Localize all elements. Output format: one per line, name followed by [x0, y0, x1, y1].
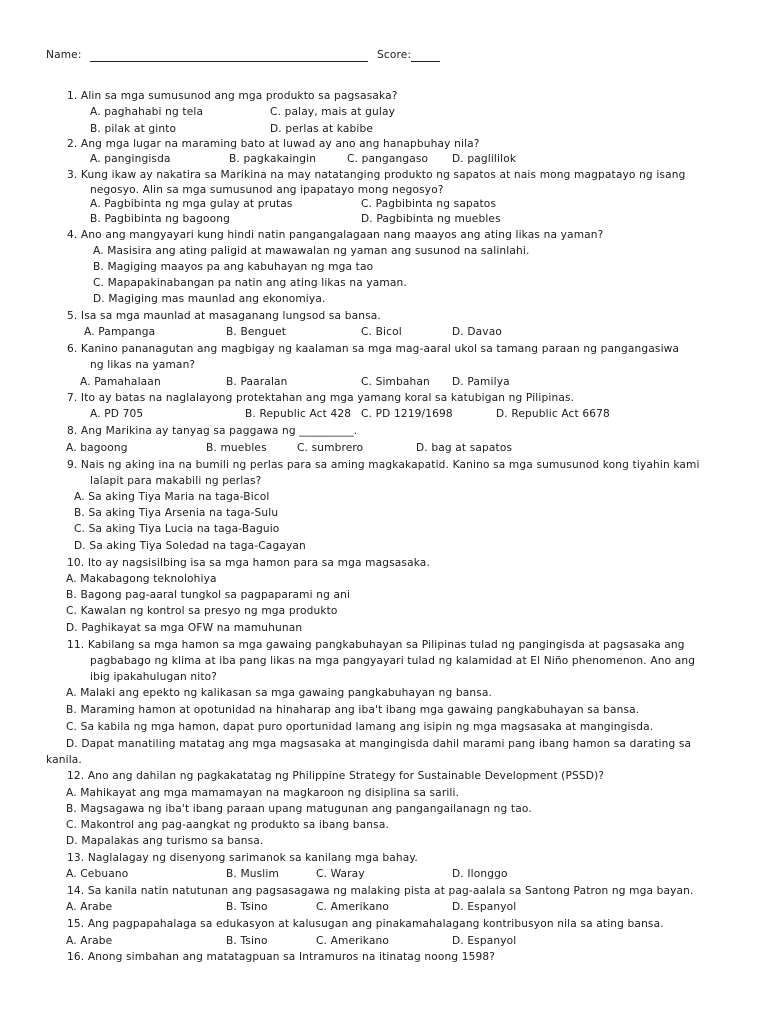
- question-5-choice-d: D. Davao: [452, 326, 502, 338]
- question-12-choice-c: C. Makontrol ang pag-aangkat ng produkto sa ibang bansa.: [66, 819, 389, 831]
- question-10-choice-a: A. Makabagong teknolohiya: [66, 573, 217, 585]
- question-12-choice-a: A. Mahikayat ang mga mamamayan na magkaroon ng disiplina sa sarili.: [66, 787, 460, 799]
- question-2-choice-a: A. pangingisda: [90, 153, 171, 165]
- question-8-choice-b: B. muebles: [206, 442, 267, 454]
- question-1-choice-a: A. paghahabi ng tela: [90, 106, 204, 118]
- score-label: Score:: [377, 49, 412, 61]
- question-12-choice-b: B. Magsagawa ng iba't ibang paraan upang matugunan ang pangangailanagn ng tao.: [66, 803, 532, 815]
- question-5-choice-b: B. Benguet: [226, 326, 287, 338]
- question-11-choice-c: C. Sa kabila ng mga hamon, dapat puro oportunidad lamang ang isipin ng mga magsasaka at mangingisda.: [66, 721, 654, 733]
- question-13-choice-a: A. Cebuano: [66, 868, 129, 880]
- question-12-choice-d: D. Mapalakas ang turismo sa bansa.: [66, 835, 264, 847]
- question-3-choice-a: A. Pagbibinta ng mga gulay at prutas: [90, 198, 293, 210]
- question-2-choice-d: D. paglililok: [452, 153, 517, 165]
- question-1-choice-c: C. palay, mais at gulay: [270, 106, 396, 118]
- question-13-choice-d: D. Ilonggo: [452, 868, 508, 880]
- question-1-stem: 1. Alin sa mga sumusunod ang mga produkto sa pagsasaka?: [67, 90, 398, 102]
- question-9-choice-b: B. Sa aking Tiya Arsenia na taga-Sulu: [74, 507, 279, 519]
- question-8-choice-a: A. bagoong: [66, 442, 128, 454]
- question-8-stem: 8. Ang Marikina ay tanyag sa paggawa ng __________.: [67, 425, 358, 437]
- question-13-stem: 13. Naglalagay ng disenyong sarimanok sa kanilang mga bahay.: [67, 852, 418, 864]
- question-7-choice-d: D. Republic Act 6678: [496, 408, 610, 420]
- question-9-stem-line1: 9. Nais ng aking ina na bumili ng perlas para sa aming magkakapatid. Kanino sa mga sumusunod kong tiyahin kami: [67, 459, 700, 471]
- question-11-stem-line1: 11. Kabilang sa mga hamon sa mga gawaing pangkabuhayan sa Pilipinas tulad ng pangingisda at pagsasaka ang: [67, 639, 685, 651]
- question-2-choice-b: B. pagkakaingin: [229, 153, 317, 165]
- question-6-choice-a: A. Pamahalaan: [80, 376, 161, 388]
- question-14-choice-d: D. Espanyol: [452, 901, 517, 913]
- question-11-choice-a: A. Malaki ang epekto ng kalikasan sa mga gawaing pangkabuhayan ng bansa.: [66, 687, 493, 699]
- question-10-choice-d: D. Paghikayat sa mga OFW na mamuhunan: [66, 622, 303, 634]
- question-5-choice-a: A. Pampanga: [84, 326, 156, 338]
- question-15-choice-c: C. Amerikano: [316, 935, 389, 947]
- question-6-stem-line2: ng likas na yaman?: [90, 359, 196, 371]
- question-9-choice-a: A. Sa aking Tiya Maria na taga-Bicol: [74, 491, 270, 503]
- question-5-choice-c: C. Bicol: [361, 326, 402, 338]
- question-4-choice-a: A. Masisira ang ating paligid at mawawalan ng yaman ang susunod na salinlahi.: [93, 245, 530, 257]
- question-6-choice-c: C. Simbahan: [361, 376, 430, 388]
- question-15-choice-d: D. Espanyol: [452, 935, 517, 947]
- question-11-stem-line2: pagbabago ng klima at iba pang likas na mga pangyayari tulad ng kalamidad at El Niño phenomenon. Ano ang: [90, 655, 696, 667]
- question-15-stem: 15. Ang pagpapahalaga sa edukasyon at kalusugan ang pinakamahalagang kontribusyon nila sa ating bansa.: [67, 918, 664, 930]
- question-8-choice-d: D. bag at sapatos: [416, 442, 513, 454]
- question-14-stem: 14. Sa kanila natin natutunan ang pagsasagawa ng malaking pista at pag-aalala sa Santong Patron ng mga bayan.: [67, 885, 694, 897]
- question-9-choice-c: C. Sa aking Tiya Lucia na taga-Baguio: [74, 523, 280, 535]
- question-6-stem-line1: 6. Kanino pananagutan ang magbigay ng kaalaman sa mga mag-aaral ukol sa tamang paraan ng pangangasiwa: [67, 343, 680, 355]
- question-9-stem-line2: lalapit para makabili ng perlas?: [90, 475, 262, 487]
- score-field[interactable]: [411, 61, 440, 62]
- question-15-choice-a: A. Arabe: [66, 935, 113, 947]
- question-7-stem: 7. Ito ay batas na naglalayong protektahan ang mga yamang koral sa katubigan ng Pilipinas.: [67, 392, 575, 404]
- name-field[interactable]: [90, 61, 368, 62]
- question-7-choice-c: C. PD 1219/1698: [361, 408, 453, 420]
- question-7-choice-b: B. Republic Act 428: [245, 408, 352, 420]
- question-6-choice-d: D. Pamilya: [452, 376, 510, 388]
- question-14-choice-a: A. Arabe: [66, 901, 113, 913]
- question-10-stem: 10. Ito ay nagsisilbing isa sa mga hamon para sa mga magsasaka.: [67, 557, 430, 569]
- question-14-choice-b: B. Tsino: [226, 901, 268, 913]
- question-13-choice-b: B. Muslim: [226, 868, 279, 880]
- question-11-stem-line3: ibig ipakahulugan nito?: [90, 671, 218, 683]
- question-4-choice-b: B. Magiging maayos pa ang kabuhayan ng mga tao: [93, 261, 374, 273]
- question-2-stem: 2. Ang mga lugar na maraming bato at luwad ay ano ang hanapbuhay nila?: [67, 138, 480, 150]
- question-8-choice-c: C. sumbrero: [297, 442, 364, 454]
- question-1-choice-d: D. perlas at kabibe: [270, 123, 374, 135]
- question-12-stem: 12. Ano ang dahilan ng pagkakatatag ng Philippine Strategy for Sustainable Development (PSSD)?: [67, 770, 605, 782]
- question-4-choice-c: C. Mapapakinabangan pa natin ang ating likas na yaman.: [93, 277, 407, 289]
- question-3-choice-d: D. Pagbibinta ng muebles: [361, 213, 501, 225]
- question-3-stem-line1: 3. Kung ikaw ay nakatira sa Marikina na may natatanging produkto ng sapatos at nais mong magpatayo ng isang: [67, 169, 686, 181]
- question-10-choice-b: B. Bagong pag-aaral tungkol sa pagpaparami ng ani: [66, 589, 351, 601]
- question-1-choice-b: B. pilak at ginto: [90, 123, 177, 135]
- question-7-choice-a: A. PD 705: [90, 408, 144, 420]
- question-6-choice-b: B. Paaralan: [226, 376, 288, 388]
- name-label: Name:: [46, 49, 82, 61]
- question-13-choice-c: C. Waray: [316, 868, 365, 880]
- question-11-choice-b: B. Maraming hamon at opotunidad na hinaharap ang iba't ibang mga gawaing pangkabuhayan sa bansa.: [66, 704, 640, 716]
- question-3-choice-b: B. Pagbibinta ng bagoong: [90, 213, 230, 225]
- question-15-choice-b: B. Tsino: [226, 935, 268, 947]
- question-3-stem-line2: negosyo. Alin sa mga sumusunod ang ipapatayo mong negosyo?: [90, 184, 444, 196]
- question-4-choice-d: D. Magiging mas maunlad ang ekonomiya.: [93, 293, 326, 305]
- question-5-stem: 5. Isa sa mga maunlad at masaganang lungsod sa bansa.: [67, 310, 381, 322]
- question-4-stem: 4. Ano ang mangyayari kung hindi natin pangangalagaan nang maayos ang ating likas na yaman?: [67, 229, 604, 241]
- question-9-choice-d: D. Sa aking Tiya Soledad na taga-Cagayan: [74, 540, 306, 552]
- question-16-stem: 16. Anong simbahan ang matatagpuan sa Intramuros na itinatag noong 1598?: [67, 951, 496, 963]
- question-10-choice-c: C. Kawalan ng kontrol sa presyo ng mga produkto: [66, 605, 338, 617]
- question-14-choice-c: C. Amerikano: [316, 901, 389, 913]
- question-11-choice-d-line2: kanila.: [46, 754, 82, 766]
- question-11-choice-d-line1: D. Dapat manatiling matatag ang mga magsasaka at mangingisda dahil marami pang ibang hamon sa darating sa: [66, 738, 692, 750]
- question-2-choice-c: C. pangangaso: [347, 153, 429, 165]
- question-3-choice-c: C. Pagbibinta ng sapatos: [361, 198, 497, 210]
